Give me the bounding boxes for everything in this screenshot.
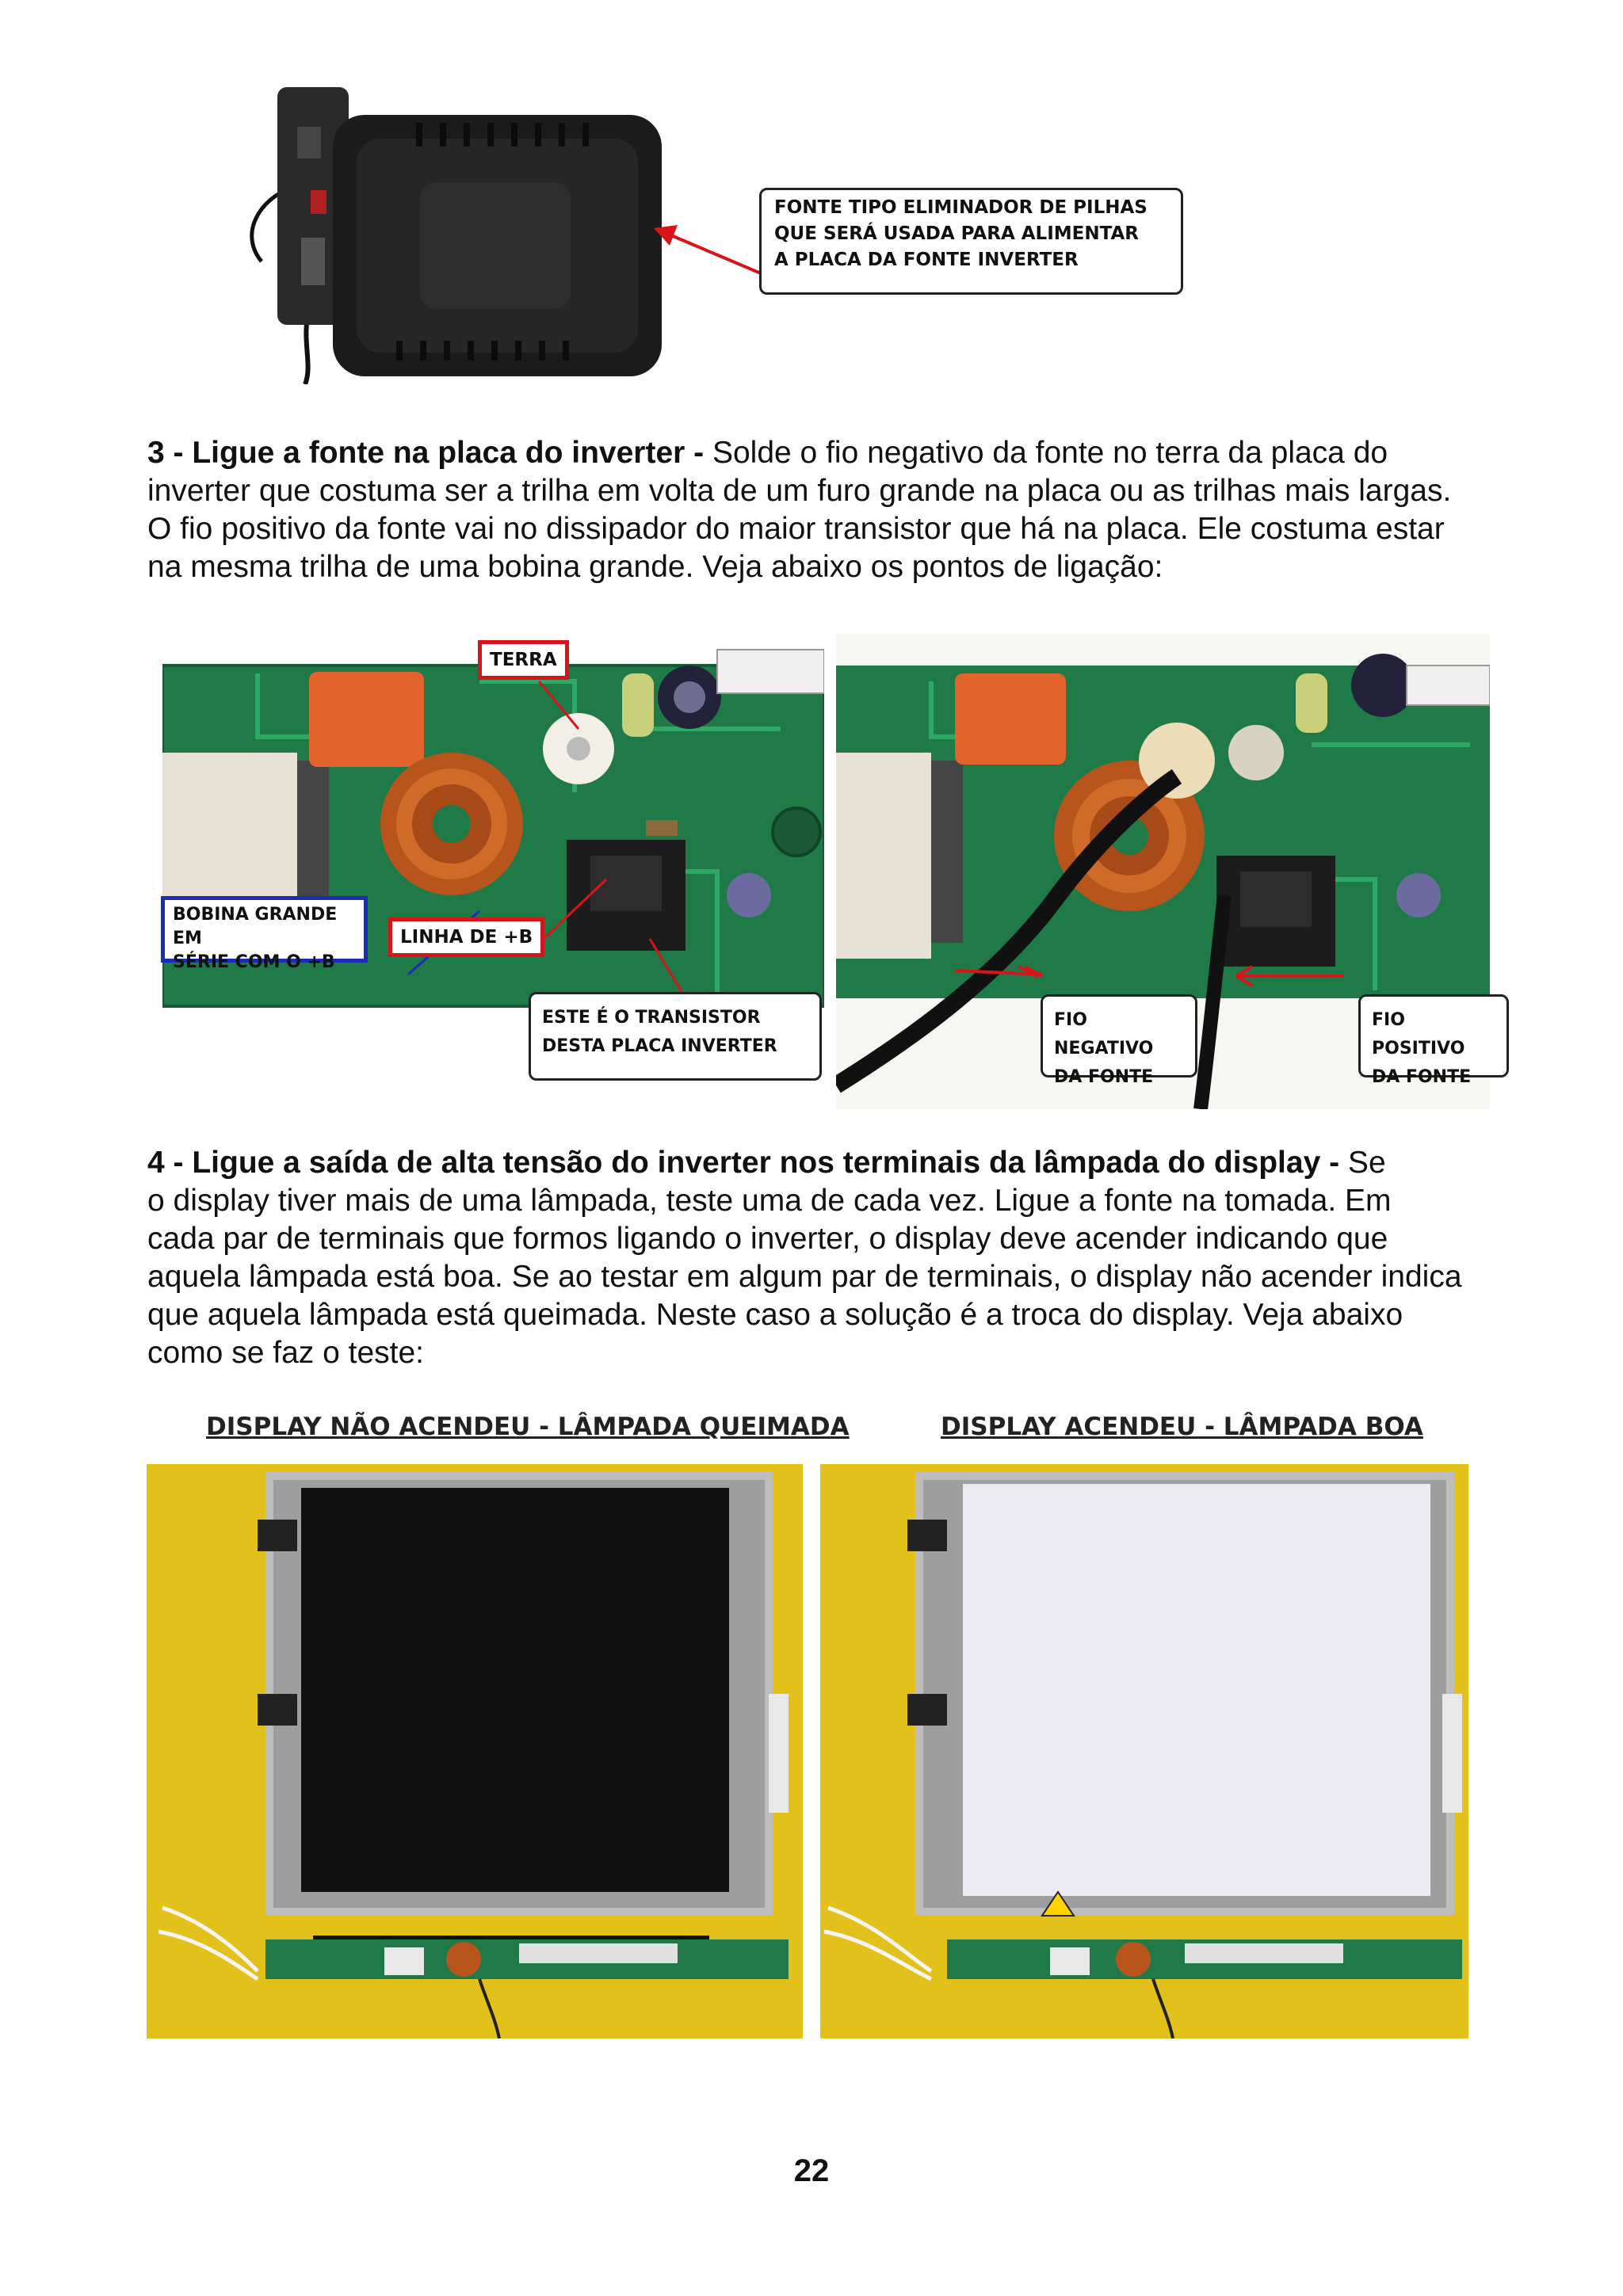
bobina-label-line: BOBINA GRANDE EM — [173, 905, 338, 948]
positive-wire-callout-line: DA FONTE — [1372, 1067, 1472, 1087]
bobina-label — [161, 896, 368, 972]
step4-text: Se — [1339, 1146, 1386, 1180]
adapter-callout-line: A PLACA DA FONTE INVERTER — [774, 250, 1079, 270]
step3-line: na mesma trilha de uma bobina grande. Veja abaixo os pontos de ligação: — [147, 550, 1163, 584]
transistor-callout-line: ESTE É O TRANSISTOR — [542, 1008, 761, 1028]
adapter-callout — [759, 188, 1183, 295]
linha-label-text: LINHA DE +B — [400, 927, 533, 948]
display-on-photo — [820, 1464, 1468, 2039]
step4-line: aquela lâmpada está boa. Se ao testar em algum par de terminais, o display não acender indica — [147, 1260, 1462, 1294]
step4-line — [147, 1144, 1558, 1182]
step3-line — [147, 434, 1558, 472]
adapter-callout-line: QUE SERÁ USADA PARA ALIMENTAR — [774, 223, 1140, 244]
terra-label-text: TERRA — [490, 650, 557, 670]
display-on-caption: DISPLAY ACENDEU - LÂMPADA BOA — [941, 1413, 1423, 1441]
step3-text: Solde o fio negativo da fonte no terra da placa do — [704, 436, 1388, 470]
adapter-pointer-arrow — [650, 214, 769, 285]
step4-line: que aquela lâmpada está queimada. Neste caso a solução é a troca do display. Veja abaixo — [147, 1298, 1403, 1332]
linha-label — [388, 917, 544, 957]
step4-line: como se faz o teste: — [147, 1336, 425, 1370]
step4-heading: 4 - Ligue a saída de alta tensão do inverter nos terminais da lâmpada do display - — [147, 1146, 1340, 1180]
transistor-callout-line: DESTA PLACA INVERTER — [542, 1036, 777, 1056]
negative-wire-callout-line: DA FONTE — [1054, 1067, 1154, 1087]
bobina-label-line: SÉRIE COM O +B — [173, 952, 335, 972]
step3-paragraph — [147, 434, 1558, 586]
step3-heading: 3 - Ligue a fonte na placa do inverter - — [147, 436, 705, 470]
step4-line: o display tiver mais de uma lâmpada, teste uma de cada vez. Ligue a fonte na tomada. Em — [147, 1184, 1392, 1218]
negative-wire-callout-line: FIO NEGATIVO — [1054, 1010, 1154, 1058]
step3-line: O fio positivo da fonte vai no dissipador do maior transistor que há na placa. Ele costuma estar — [147, 512, 1445, 546]
display-off-caption: DISPLAY NÃO ACENDEU - LÂMPADA QUEIMADA — [206, 1413, 850, 1441]
transistor-callout — [529, 992, 822, 1081]
display-off-photo — [147, 1464, 803, 2039]
step4-line: cada par de terminais que formos ligando o inverter, o display deve acender indicando que — [147, 1222, 1388, 1256]
power-adapter-photo — [238, 79, 682, 384]
terra-label — [478, 640, 569, 680]
positive-wire-callout-line: FIO POSITIVO — [1372, 1010, 1465, 1058]
adapter-callout-line: FONTE TIPO ELIMINADOR DE PILHAS — [774, 197, 1148, 218]
page-number: 22 — [793, 2153, 830, 2188]
positive-wire-callout — [1358, 994, 1509, 1087]
step3-line: inverter que costuma ser a trilha em volta de um furo grande na placa ou as trilhas mais largas. — [147, 474, 1452, 508]
step4-paragraph — [147, 1144, 1558, 1372]
negative-wire-callout — [1041, 994, 1197, 1087]
